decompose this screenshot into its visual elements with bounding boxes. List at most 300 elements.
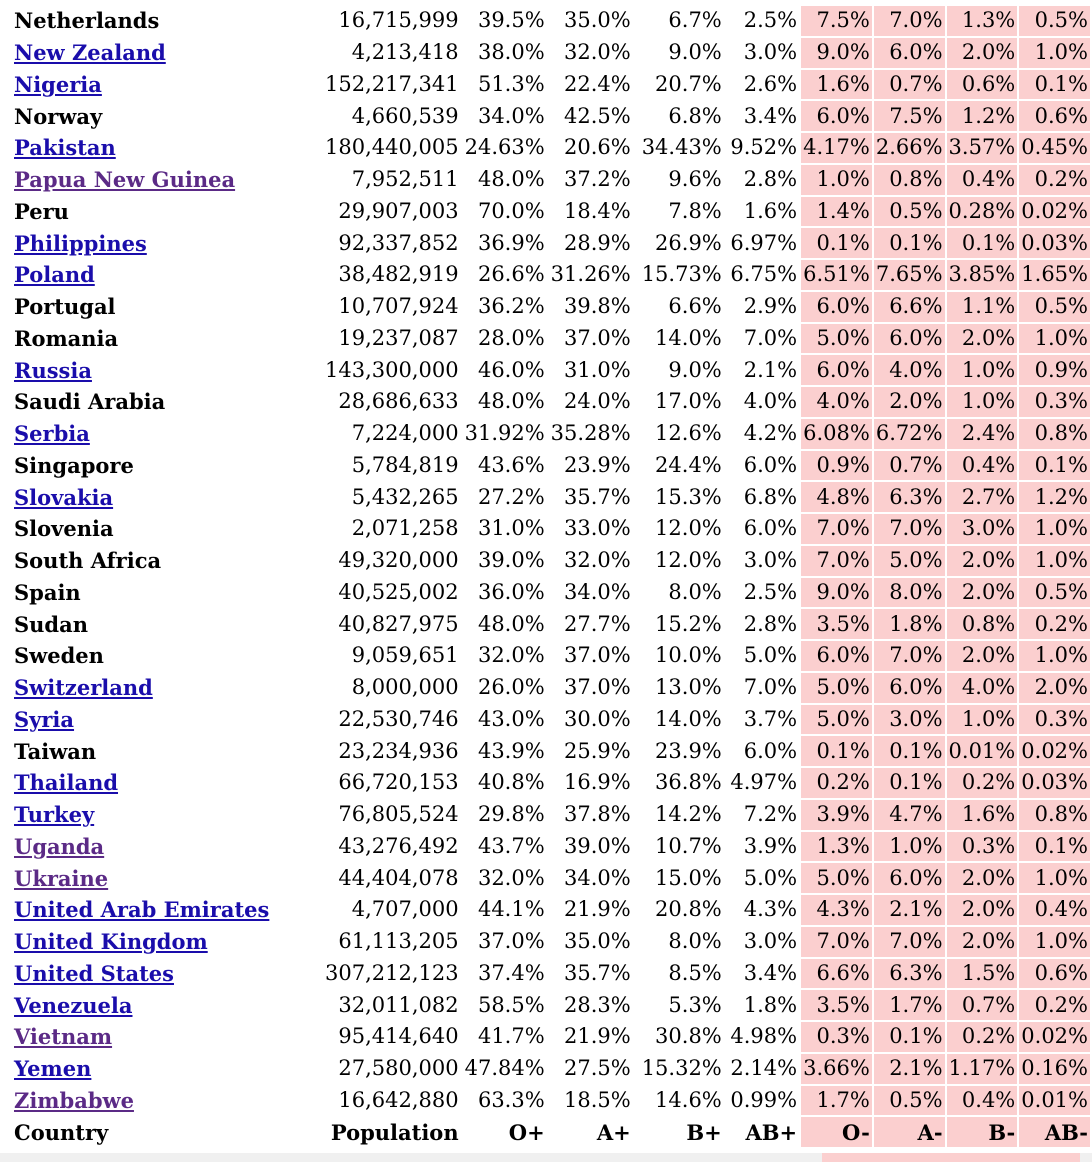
a-positive-cell: 20.6% [564,135,631,160]
b-negative-cell: 0.2% [947,768,1018,798]
a-negative-cell: 1.7% [874,990,945,1020]
country-link[interactable]: Uganda [14,833,105,859]
ab-negative-cell: 0.2% [1019,990,1090,1020]
population-cell: 4,660,539 [351,103,459,128]
population-cell: 5,784,819 [351,452,459,477]
country-link[interactable]: Vietnam [14,1024,113,1050]
o-negative-cell: 5.0% [801,673,872,703]
a-positive-cell: 37.0% [564,675,631,700]
a-negative-cell: 6.3% [874,482,945,512]
o-positive-cell: 28.0% [477,325,545,350]
table-row [12,387,1090,417]
population-cell: 9,059,651 [351,643,459,668]
ab-positive-cell: 3.9% [743,833,798,858]
population-cell: 16,715,999 [338,8,459,33]
a-positive-cell: 31.26% [550,262,631,287]
a-negative-cell: 4.0% [874,355,945,385]
country-link[interactable]: Turkey [14,802,95,828]
a-negative-cell: 7.0% [874,641,945,671]
b-positive-cell: 7.8% [668,198,722,223]
o-negative-cell: 1.0% [801,165,872,195]
ab-positive-cell: 6.8% [743,484,798,509]
ab-positive-cell: 3.0% [743,929,798,954]
table-row [12,38,1090,68]
o-positive-cell: 38.0% [477,40,545,65]
b-positive-cell: 6.8% [668,103,722,128]
country-cell [12,70,321,100]
ab-positive-cell: 4.98% [730,1024,798,1049]
country-link[interactable]: United Kingdom [14,929,208,955]
ab-negative-cell: 0.5% [1019,292,1090,322]
country-cell [12,863,321,893]
b-negative-cell: 1.0% [947,387,1018,417]
a-positive-cell: 37.2% [564,167,631,192]
o-negative-cell: 0.3% [801,1022,872,1052]
ab-negative-cell: 1.0% [1019,38,1090,68]
country-link[interactable]: Venezuela [14,992,133,1018]
a-positive-cell: 34.0% [564,579,631,604]
o-positive-cell: 37.4% [477,960,545,985]
country-link[interactable]: Thailand [14,770,119,796]
a-negative-cell: 0.1% [874,736,945,766]
ab-negative-cell: 0.02% [1019,1022,1090,1052]
population-cell: 4,213,418 [351,40,459,65]
ab-negative-cell: 0.45% [1019,133,1090,163]
country-cell [12,1054,321,1084]
o-negative-cell: 4.3% [801,895,872,925]
o-positive-cell: 63.3% [477,1087,545,1112]
b-negative-cell: 0.3% [947,832,1018,862]
b-positive-cell: 20.8% [655,897,722,922]
blood-type-table [10,4,1092,1149]
o-positive-cell: 44.1% [477,897,545,922]
population-cell: 16,642,880 [338,1087,459,1112]
a-negative-cell: 7.0% [874,514,945,544]
b-negative-cell: 2.0% [947,324,1018,354]
ab-positive-cell: 3.4% [743,960,798,985]
a-positive-cell: 35.28% [550,421,631,446]
ab-negative-cell: 1.0% [1019,546,1090,576]
b-positive-cell: 14.0% [655,706,722,731]
o-positive-cell: 48.0% [477,167,545,192]
o-negative-cell: 1.7% [801,1086,872,1116]
country-name: Netherlands [14,8,160,34]
ab-negative-cell: 0.1% [1019,832,1090,862]
ab-positive-cell: 0.99% [730,1087,798,1112]
o-negative-cell: 0.1% [801,736,872,766]
country-link[interactable]: New Zealand [14,40,166,66]
column-header-b-negative[interactable]: B- [947,1117,1018,1147]
b-positive-cell: 30.8% [655,1024,722,1049]
b-positive-cell: 17.0% [655,389,722,414]
ab-negative-cell: 0.5% [1019,578,1090,608]
b-positive-cell: 9.0% [668,357,722,382]
country-name: Sweden [14,643,104,669]
b-positive-cell: 12.0% [655,516,722,541]
a-positive-cell: 25.9% [564,738,631,763]
a-positive-cell: 21.9% [564,897,631,922]
country-name: Norway [14,103,103,129]
table-row [12,927,1090,957]
table-row [12,1022,1090,1052]
ab-negative-cell: 0.9% [1019,355,1090,385]
b-positive-cell: 15.2% [655,611,722,636]
b-negative-cell: 1.3% [947,6,1018,36]
table-row [12,324,1090,354]
o-positive-cell: 32.0% [477,865,545,890]
o-positive-cell: 36.2% [477,294,545,319]
a-positive-cell: 34.0% [564,865,631,890]
b-negative-cell: 0.28% [947,197,1018,227]
country-cell [12,768,321,798]
ab-negative-cell: 0.03% [1019,228,1090,258]
a-negative-cell: 0.1% [874,1022,945,1052]
ab-negative-cell: 0.2% [1019,165,1090,195]
o-positive-cell: 39.0% [477,548,545,573]
table-row [12,514,1090,544]
o-negative-cell: 5.0% [801,705,872,735]
ab-negative-cell: 1.0% [1019,324,1090,354]
ab-negative-cell: 0.3% [1019,705,1090,735]
table-row [12,641,1090,671]
population-cell: 92,337,852 [338,230,459,255]
table-row [12,895,1090,925]
o-negative-cell: 3.5% [801,990,872,1020]
population-cell: 61,113,205 [338,929,459,954]
ab-positive-cell: 2.8% [743,611,798,636]
o-negative-cell: 3.5% [801,609,872,639]
o-negative-cell: 6.0% [801,355,872,385]
a-positive-cell: 39.0% [564,833,631,858]
a-positive-cell: 31.0% [564,357,631,382]
table-row [12,863,1090,893]
country-link[interactable]: Papua New Guinea [14,167,236,193]
country-name: Singapore [14,452,134,478]
ab-positive-cell: 5.0% [743,643,798,668]
country-cell [12,736,321,766]
population-cell: 180,440,005 [324,135,459,160]
population-cell: 5,432,265 [351,484,459,509]
table-row [12,70,1090,100]
o-negative-cell: 7.0% [801,927,872,957]
ab-negative-cell: 0.01% [1019,1086,1090,1116]
ab-positive-cell: 6.0% [743,738,798,763]
ab-positive-cell: 1.6% [743,198,798,223]
b-negative-cell: 1.5% [947,959,1018,989]
ab-positive-cell: 2.6% [743,71,798,96]
b-negative-cell: 2.0% [947,38,1018,68]
country-link[interactable]: Switzerland [14,675,153,701]
population-cell: 22,530,746 [338,706,459,731]
b-positive-cell: 10.0% [655,643,722,668]
ab-negative-cell: 0.6% [1019,959,1090,989]
b-negative-cell: 2.0% [947,578,1018,608]
o-positive-cell: 51.3% [477,71,545,96]
a-negative-cell: 0.5% [874,197,945,227]
population-cell: 95,414,640 [338,1024,459,1049]
ab-negative-cell: 0.8% [1019,800,1090,830]
a-positive-cell: 27.5% [564,1056,631,1081]
ab-positive-cell: 2.5% [743,579,798,604]
o-positive-cell: 26.6% [477,262,545,287]
table-row [12,959,1090,989]
o-negative-cell: 1.4% [801,197,872,227]
a-negative-cell: 4.7% [874,800,945,830]
column-header-a-positive[interactable]: A+ [596,1119,631,1145]
column-header-population[interactable]: Population [330,1119,459,1145]
b-positive-cell: 20.7% [655,71,722,96]
b-negative-cell: 0.4% [947,451,1018,481]
country-cell [12,6,321,36]
o-positive-cell: 43.0% [477,706,545,731]
o-negative-cell: 6.0% [801,641,872,671]
o-positive-cell: 46.0% [477,357,545,382]
column-header-b-positive[interactable]: B+ [686,1119,722,1145]
ab-negative-cell: 0.5% [1019,6,1090,36]
column-header-o-negative[interactable]: O- [801,1117,872,1147]
a-positive-cell: 32.0% [564,548,631,573]
o-positive-cell: 27.2% [477,484,545,509]
population-cell: 4,707,000 [351,897,459,922]
a-positive-cell: 37.8% [564,802,631,827]
country-link[interactable]: United States [14,960,174,986]
o-positive-cell: 34.0% [477,103,545,128]
ab-positive-cell: 4.2% [743,421,798,446]
country-cell [12,609,321,639]
a-negative-cell: 6.0% [874,324,945,354]
o-negative-cell: 6.6% [801,959,872,989]
a-negative-cell: 0.5% [874,1086,945,1116]
country-link[interactable]: Yemen [14,1056,92,1082]
population-cell: 23,234,936 [338,738,459,763]
population-cell: 27,580,000 [338,1056,459,1081]
ab-positive-cell: 4.3% [743,897,798,922]
b-positive-cell: 26.9% [655,230,722,255]
b-negative-cell: 2.0% [947,546,1018,576]
b-positive-cell: 5.3% [668,992,722,1017]
b-negative-cell: 1.0% [947,355,1018,385]
a-negative-cell: 8.0% [874,578,945,608]
population-cell: 44,404,078 [338,865,459,890]
country-cell [12,959,321,989]
ab-negative-cell: 1.0% [1019,641,1090,671]
table-row [12,673,1090,703]
country-cell [12,165,321,195]
country-link[interactable]: Pakistan [14,135,116,161]
o-positive-cell: 70.0% [477,198,545,223]
country-cell [12,419,321,449]
b-negative-cell: 1.17% [947,1054,1018,1084]
b-positive-cell: 10.7% [655,833,722,858]
country-cell [12,1022,321,1052]
a-negative-cell: 7.0% [874,927,945,957]
b-negative-cell: 1.0% [947,705,1018,735]
a-negative-cell: 3.0% [874,705,945,735]
table-row [12,292,1090,322]
o-negative-cell: 3.9% [801,800,872,830]
country-link[interactable]: Poland [14,262,95,288]
o-negative-cell: 4.8% [801,482,872,512]
b-positive-cell: 15.0% [655,865,722,890]
population-cell: 38,482,919 [338,262,459,287]
population-cell: 49,320,000 [338,548,459,573]
ab-positive-cell: 6.75% [730,262,798,287]
o-negative-cell: 0.9% [801,451,872,481]
a-negative-cell: 0.1% [874,768,945,798]
population-cell: 10,707,924 [338,294,459,319]
ab-positive-cell: 9.52% [730,135,798,160]
b-positive-cell: 13.0% [655,675,722,700]
b-positive-cell: 15.73% [641,262,722,287]
o-positive-cell: 36.9% [477,230,545,255]
o-positive-cell: 24.63% [464,135,545,160]
o-negative-cell: 9.0% [801,38,872,68]
column-header-a-negative[interactable]: A- [874,1117,945,1147]
country-name: Romania [14,325,119,351]
b-negative-cell: 2.0% [947,641,1018,671]
country-name: Saudi Arabia [14,389,166,415]
b-negative-cell: 1.6% [947,800,1018,830]
country-link[interactable]: Ukraine [14,865,109,891]
o-negative-cell: 7.5% [801,6,872,36]
b-positive-cell: 12.0% [655,548,722,573]
o-positive-cell: 48.0% [477,611,545,636]
b-positive-cell: 14.6% [655,1087,722,1112]
country-link[interactable]: United Arab Emirates [14,897,270,923]
table-row [12,768,1090,798]
country-link[interactable]: Philippines [14,230,147,256]
ab-negative-cell: 0.03% [1019,768,1090,798]
a-negative-cell: 6.0% [874,673,945,703]
table-row [12,101,1090,131]
country-name: Spain [14,579,81,605]
a-negative-cell: 6.0% [874,863,945,893]
table-row [12,990,1090,1020]
o-positive-cell: 37.0% [477,929,545,954]
table-row [12,165,1090,195]
b-positive-cell: 6.6% [668,294,722,319]
a-positive-cell: 24.0% [564,389,631,414]
table-row [12,419,1090,449]
country-name: Taiwan [14,738,97,764]
country-name: Slovenia [14,516,114,542]
country-name: Portugal [14,294,116,320]
country-link[interactable]: Slovakia [14,484,114,510]
country-link[interactable]: Nigeria [14,71,102,97]
country-cell [12,260,321,290]
a-negative-cell: 2.1% [874,1054,945,1084]
a-negative-cell: 7.65% [874,260,945,290]
a-positive-cell: 23.9% [564,452,631,477]
country-link[interactable]: Zimbabwe [14,1087,134,1113]
ab-positive-cell: 7.2% [743,802,798,827]
country-cell [12,482,321,512]
o-negative-cell: 4.17% [801,133,872,163]
country-cell [12,705,321,735]
b-positive-cell: 12.6% [655,421,722,446]
table-row [12,482,1090,512]
country-link[interactable]: Serbia [14,421,90,447]
scroll-edge [0,1153,1092,1162]
population-cell: 19,237,087 [338,325,459,350]
table-row [12,800,1090,830]
o-positive-cell: 29.8% [477,802,545,827]
ab-positive-cell: 2.1% [743,357,798,382]
o-positive-cell: 58.5% [477,992,545,1017]
ab-negative-cell: 0.6% [1019,101,1090,131]
population-cell: 43,276,492 [338,833,459,858]
a-negative-cell: 0.8% [874,165,945,195]
b-negative-cell: 1.1% [947,292,1018,322]
column-header-ab-positive[interactable]: AB+ [745,1119,798,1145]
a-negative-cell: 7.5% [874,101,945,131]
a-positive-cell: 35.0% [564,929,631,954]
b-negative-cell: 0.2% [947,1022,1018,1052]
country-name: Sudan [14,611,88,637]
b-negative-cell: 4.0% [947,673,1018,703]
a-negative-cell: 5.0% [874,546,945,576]
country-cell [12,324,321,354]
table-row [12,736,1090,766]
column-header-country[interactable]: Country [14,1119,109,1145]
a-negative-cell: 2.0% [874,387,945,417]
column-header-o-positive[interactable]: O+ [508,1119,545,1145]
o-negative-cell: 1.3% [801,832,872,862]
column-header-ab-negative[interactable]: AB- [1019,1117,1090,1147]
ab-positive-cell: 4.0% [743,389,798,414]
a-positive-cell: 28.9% [564,230,631,255]
b-positive-cell: 8.0% [668,929,722,954]
ab-positive-cell: 3.0% [743,548,798,573]
country-cell [12,387,321,417]
table-row [12,451,1090,481]
o-positive-cell: 32.0% [477,643,545,668]
b-positive-cell: 14.2% [655,802,722,827]
table-row [12,133,1090,163]
ab-positive-cell: 3.7% [743,706,798,731]
o-negative-cell: 9.0% [801,578,872,608]
country-cell [12,101,321,131]
ab-negative-cell: 1.2% [1019,482,1090,512]
a-negative-cell: 7.0% [874,6,945,36]
o-positive-cell: 36.0% [477,579,545,604]
ab-positive-cell: 2.9% [743,294,798,319]
b-negative-cell: 0.4% [947,1086,1018,1116]
country-cell [12,292,321,322]
b-negative-cell: 0.01% [947,736,1018,766]
country-cell [12,1086,321,1116]
a-positive-cell: 39.8% [564,294,631,319]
o-positive-cell: 31.92% [464,421,545,446]
a-negative-cell: 1.0% [874,832,945,862]
country-link[interactable]: Russia [14,357,92,383]
country-name: South Africa [14,548,162,574]
o-negative-cell: 5.0% [801,324,872,354]
a-positive-cell: 16.9% [564,770,631,795]
country-cell [12,927,321,957]
a-positive-cell: 35.7% [564,484,631,509]
population-cell: 307,212,123 [324,960,459,985]
country-link[interactable]: Syria [14,706,75,732]
a-positive-cell: 21.9% [564,1024,631,1049]
a-negative-cell: 0.7% [874,70,945,100]
population-cell: 152,217,341 [324,71,459,96]
o-positive-cell: 48.0% [477,389,545,414]
table-row [12,355,1090,385]
negative-column-continuation [822,1153,1080,1162]
b-negative-cell: 0.6% [947,70,1018,100]
population-cell: 40,827,975 [338,611,459,636]
